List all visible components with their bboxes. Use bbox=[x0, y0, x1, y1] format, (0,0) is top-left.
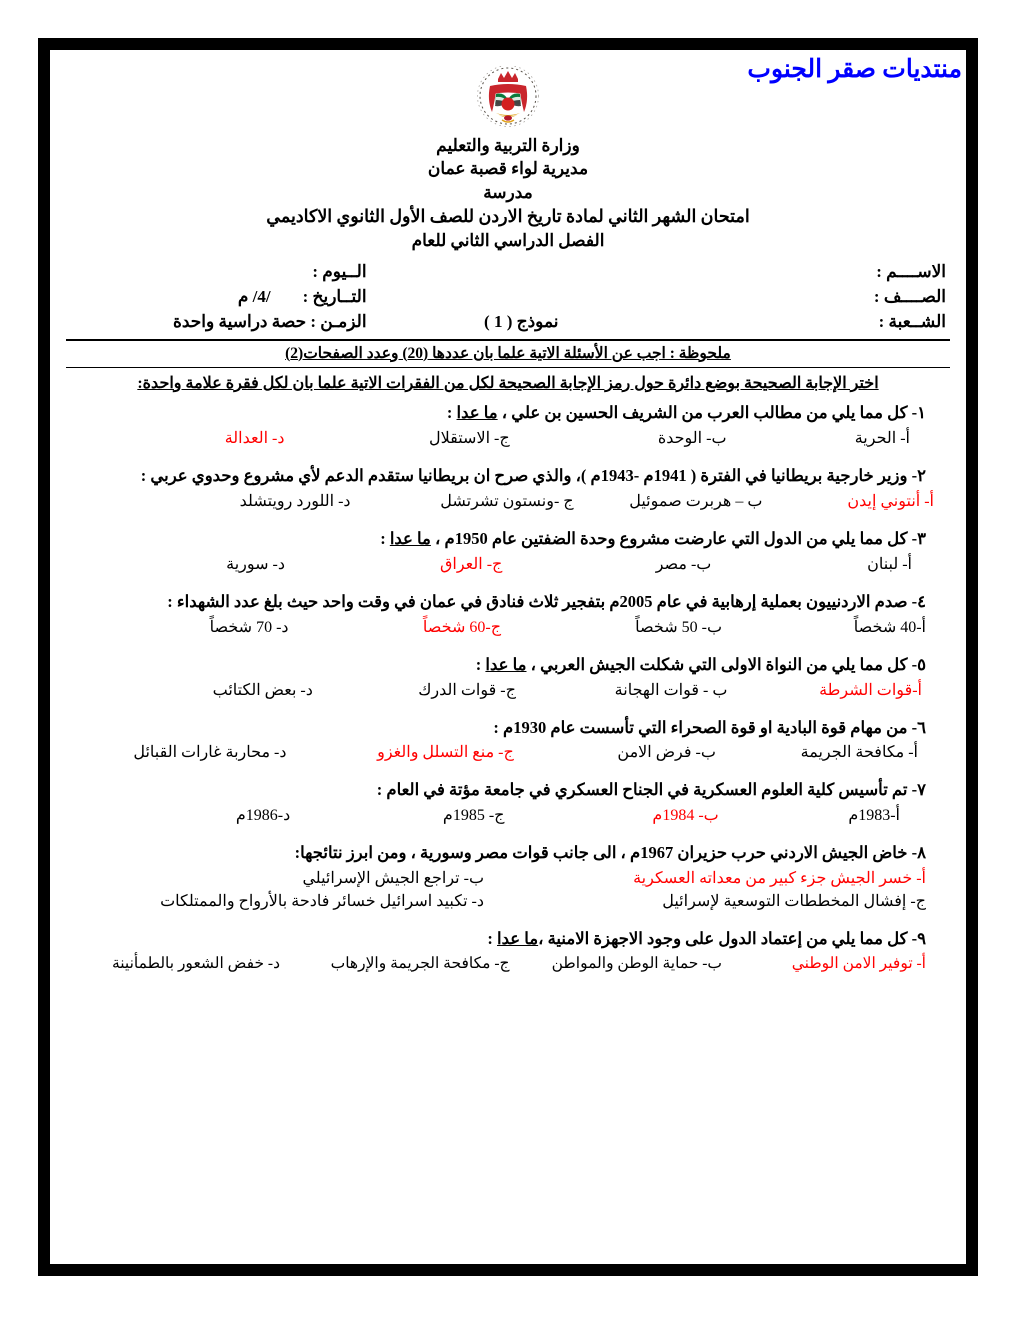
question-3 bbox=[66, 527, 950, 574]
question-3-option-d[interactable]: د- سورية bbox=[226, 555, 286, 573]
question-7-options bbox=[66, 805, 950, 825]
question-7-option-c[interactable]: ج- 1985م bbox=[442, 807, 505, 825]
divider-above-note bbox=[66, 339, 950, 341]
question-1-option-a[interactable]: أ- الحرية bbox=[854, 429, 910, 447]
question-2-stem bbox=[66, 464, 950, 488]
info-row-name bbox=[66, 262, 950, 287]
question-5-option-c[interactable]: ج- قوات الدرك bbox=[418, 681, 516, 699]
question-4-option-b[interactable]: ب- 50 شخصاً bbox=[635, 618, 722, 636]
question-6 bbox=[66, 716, 950, 763]
question-9-option-d[interactable]: د- خفض الشعور بالطمأنينة bbox=[111, 955, 281, 973]
question-5-text-underlined: ما عدا bbox=[485, 654, 527, 674]
question-1-option-d[interactable]: د- العدالة bbox=[224, 429, 285, 447]
exam-model-label: نموذج ( 1 ) bbox=[484, 311, 559, 331]
school-label: مدرسة bbox=[483, 182, 533, 202]
question-2-text-pre: وزير خارجية بريطانيا في الفترة ( 1941م -1943م )، والذي صرح ان بريطانيا ستقدم الدعم لأي مشروع وحدوي عربي : bbox=[140, 465, 908, 485]
question-3-option-b[interactable]: ب- مصر bbox=[655, 555, 712, 573]
question-9-options bbox=[66, 954, 950, 973]
question-6-number: ٦- bbox=[911, 717, 926, 737]
question-5-text-pre: كل مما يلي من النواة الاولى التي شكلت الجيش العربي ، bbox=[526, 654, 908, 674]
question-9-text-post: : bbox=[487, 929, 498, 949]
question-3-stem bbox=[66, 527, 950, 551]
question-9-stem bbox=[66, 927, 950, 951]
question-9-text-underlined: ما عدا bbox=[497, 929, 539, 949]
question-4-text-pre: صدم الاردنييون بعملية إرهابية في عام 2005م بتفجير ثلاث فنادق في عمان في وقت واحد حيث بلغ عدد الشهداء : bbox=[167, 591, 908, 611]
question-4-options bbox=[66, 617, 950, 637]
info-row-class bbox=[66, 287, 950, 312]
name-label: الاســــم : bbox=[876, 261, 946, 281]
exam-title: امتحان الشهر الثاني لمادة تاريخ الاردن للصف الأول الثانوي الاكاديمي bbox=[266, 206, 750, 227]
question-4-number: ٤- bbox=[911, 591, 926, 611]
question-1-text-post: : bbox=[446, 402, 457, 422]
question-2-option-a[interactable]: أ- أنتوني إيدن bbox=[847, 492, 934, 510]
question-1-option-c[interactable]: ج- الاستقلال bbox=[428, 429, 510, 447]
time-label: الزمـن : حصة دراسية واحدة bbox=[172, 311, 367, 331]
question-5-option-b[interactable]: ب - قوات الهجانة bbox=[614, 681, 728, 699]
question-6-stem bbox=[66, 716, 950, 740]
question-1-number: ١- bbox=[911, 402, 926, 422]
exam-note-text: ملحوظة : اجب عن الأسئلة الاتية علما بان عددها (20) وعدد الصفحات(2) bbox=[285, 344, 731, 362]
question-1-text-underlined: ما عدا bbox=[456, 402, 498, 422]
info-row-section bbox=[66, 312, 950, 337]
exam-instruction: اختر الإجابة الصحيحة بوضع دائرة حول رمز الإجابة الصحيحة لكل من الفقرات الاتية علما بان لكل فقرة علامة واحدة: bbox=[137, 374, 879, 392]
question-4-stem bbox=[66, 590, 950, 614]
question-6-option-a[interactable]: أ- مكافحة الجريمة bbox=[800, 744, 918, 762]
question-2 bbox=[66, 464, 950, 511]
question-4 bbox=[66, 590, 950, 637]
class-label: الصــــف : bbox=[873, 286, 946, 306]
question-5-stem bbox=[66, 653, 950, 677]
student-info-block bbox=[66, 262, 950, 337]
question-9-text-pre: كل مما يلي من إعتماد الدول على وجود الاجهزة الامنية ، bbox=[538, 929, 908, 949]
question-6-option-d[interactable]: د- محاربة غارات القبائل bbox=[133, 744, 287, 762]
question-7-option-b[interactable]: ب- 1984م bbox=[652, 807, 719, 825]
question-7-option-a[interactable]: أ-1983م bbox=[848, 807, 900, 825]
divider-below-note bbox=[66, 367, 950, 368]
questions-list bbox=[66, 401, 950, 973]
question-5-number: ٥- bbox=[911, 654, 926, 674]
question-9 bbox=[66, 927, 950, 973]
question-8-options-row-2 bbox=[66, 891, 950, 911]
question-7-text-pre: تم تأسيس كلية العلوم العسكرية في الجناح العسكري في جامعة مؤتة في العام : bbox=[376, 780, 908, 800]
question-5-option-d[interactable]: د- بعض الكتائب bbox=[212, 681, 313, 699]
question-8-option-b[interactable]: ب- تراجع الجيش الإسرائيلي bbox=[302, 870, 484, 888]
question-8-stem bbox=[66, 841, 950, 865]
question-5-options bbox=[66, 680, 950, 700]
question-4-option-a[interactable]: أ-40 شخصاً bbox=[853, 618, 926, 636]
directorate-title: مديرية لواء قصبة عمان bbox=[427, 159, 589, 179]
question-2-option-d[interactable]: د- اللورد رويتشلد bbox=[239, 492, 351, 510]
question-1-options bbox=[66, 428, 950, 448]
question-3-option-c[interactable]: ج- العراق bbox=[439, 555, 503, 573]
question-1 bbox=[66, 401, 950, 448]
question-7-stem bbox=[66, 778, 950, 802]
question-3-option-a[interactable]: أ- لبنان bbox=[867, 555, 912, 573]
forum-watermark: منتديات صقر الجنوب bbox=[747, 56, 962, 83]
question-4-option-d[interactable]: د- 70 شخصاً bbox=[209, 618, 289, 636]
question-7 bbox=[66, 778, 950, 825]
question-3-number: ٣- bbox=[911, 528, 926, 548]
question-4-option-c[interactable]: ج-60 شخصاً bbox=[422, 618, 502, 636]
question-3-text-underlined: ما عدا bbox=[389, 528, 431, 548]
question-3-options bbox=[66, 554, 950, 574]
question-1-text-pre: كل مما يلي من مطالب العرب من الشريف الحسين بن علي ، bbox=[497, 402, 908, 422]
question-5-option-a[interactable]: أ-قوات الشرطة bbox=[819, 681, 922, 699]
question-8-option-d[interactable]: د- تكبيد اسرائيل خسائر فادحة بالأرواح والممتلكات bbox=[160, 893, 484, 911]
ministry-title: وزارة التربية والتعليم bbox=[436, 136, 580, 155]
question-6-option-c[interactable]: ج- منع التسلل والغزو bbox=[377, 744, 514, 762]
question-2-options bbox=[66, 491, 950, 511]
question-8-options-row-1 bbox=[66, 868, 950, 888]
question-6-text-pre: من مهام قوة البادية او قوة الصحراء التي تأسست عام 1930م : bbox=[493, 717, 908, 737]
exam-page-frame bbox=[38, 38, 978, 1276]
question-8-option-a[interactable]: أ- خسر الجيش جزء كبير من معداته العسكرية bbox=[633, 870, 926, 888]
question-3-text-pre: كل مما يلي من الدول التي عارضت مشروع وحدة الضفتين عام 1950م ، bbox=[430, 528, 908, 548]
question-8-number: ٨- bbox=[911, 843, 926, 863]
date-label: التــاريخ : bbox=[302, 286, 367, 306]
question-3-text-post: : bbox=[380, 528, 390, 548]
question-8-text-pre: خاض الجيش الاردني حرب حزيران 1967م ، الى جانب قوات مصر وسورية ، ومن ابرز نتائجها: bbox=[294, 843, 908, 863]
question-1-option-b[interactable]: ب- الوحدة bbox=[657, 429, 727, 447]
question-9-option-b[interactable]: ب- حماية الوطن والمواطن bbox=[551, 955, 722, 973]
question-2-option-b[interactable]: ب – هربرت صموئيل bbox=[629, 492, 763, 510]
question-6-option-b[interactable]: ب- فرض الامن bbox=[617, 744, 716, 762]
question-9-number: ٩- bbox=[911, 929, 926, 949]
question-8-option-c[interactable]: ج- إفشال المخططات التوسعية لإسرائيل bbox=[662, 893, 926, 911]
question-9-option-a[interactable]: أ- توفير الامن الوطني bbox=[791, 955, 926, 973]
question-6-options bbox=[66, 742, 950, 762]
question-1-stem bbox=[66, 401, 950, 425]
day-label: الــيوم : bbox=[312, 261, 367, 281]
question-7-number: ٧- bbox=[911, 780, 926, 800]
exam-page-content bbox=[50, 50, 966, 1264]
question-9-option-c[interactable]: ج- مكافحة الجريمة والإرهاب bbox=[330, 955, 510, 973]
exam-note bbox=[66, 343, 950, 365]
question-7-option-d[interactable]: د-1986م bbox=[235, 807, 291, 825]
exam-term: الفصل الدراسي الثاني للعام bbox=[411, 230, 605, 250]
section-label: الشــعبة : bbox=[878, 311, 946, 331]
date-value[interactable]: /4/ م bbox=[237, 286, 271, 306]
question-5-text-post: : bbox=[475, 654, 486, 674]
jordan-coat-of-arms-icon bbox=[472, 66, 544, 132]
question-2-number: ٢- bbox=[911, 465, 926, 485]
question-8 bbox=[66, 841, 950, 911]
question-2-option-c[interactable]: ج -ونستون تشرتشل bbox=[440, 492, 574, 510]
question-5 bbox=[66, 653, 950, 700]
